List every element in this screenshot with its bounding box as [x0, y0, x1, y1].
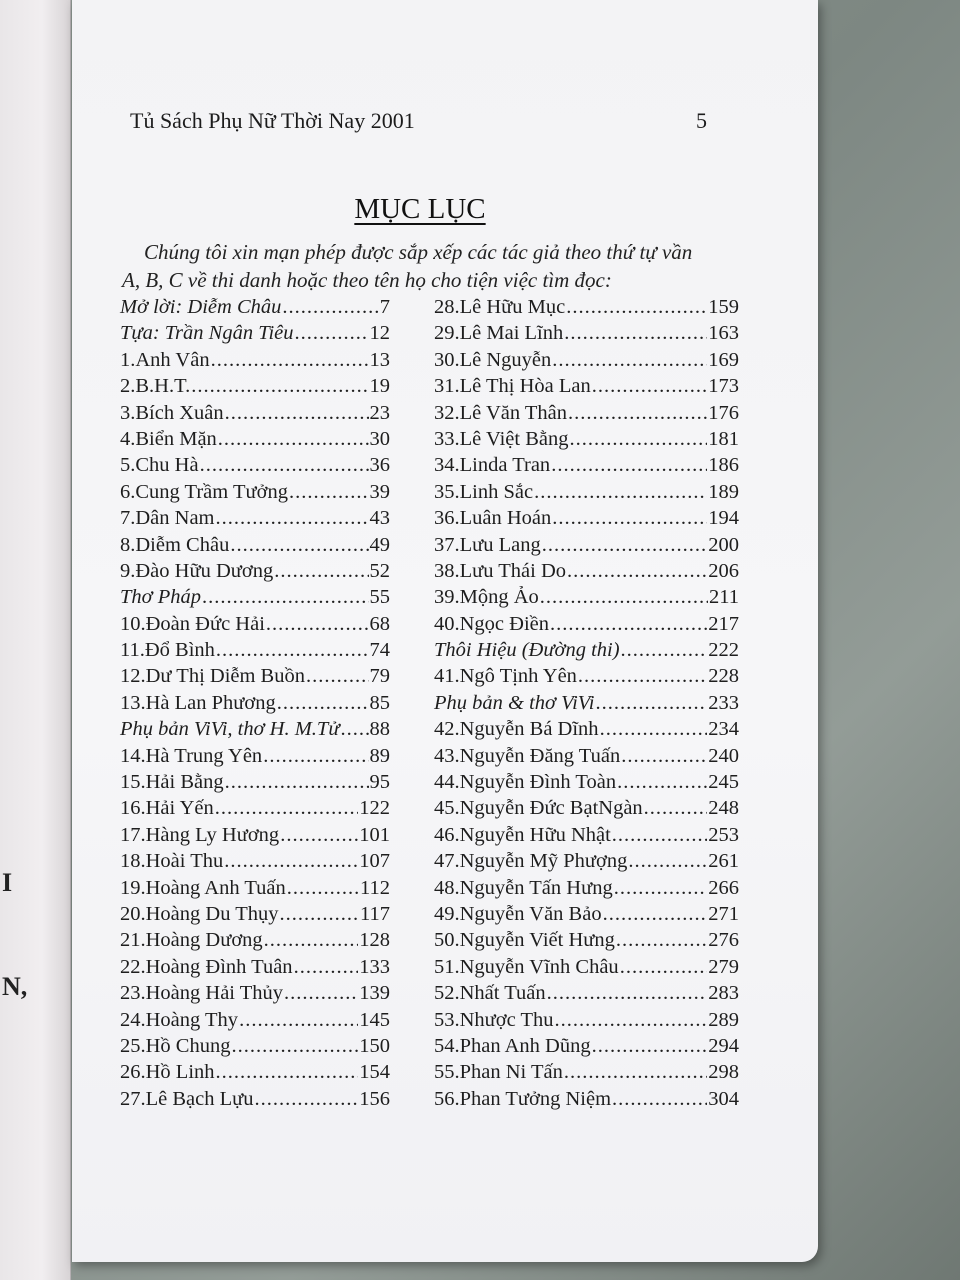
dot-leader	[621, 639, 708, 662]
intro-line-1: Chúng tôi xin mạn phép được sắp xếp các tác giả theo thứ tự vần	[144, 240, 693, 264]
toc-entry	[434, 1009, 739, 1035]
toc-entry	[434, 586, 739, 612]
dot-leader	[280, 824, 358, 847]
dot-leader	[266, 613, 369, 636]
toc-entry-title: 17.Hàng Ly Hương	[120, 823, 280, 846]
toc-entry-title: 34.Linda Tran	[434, 454, 551, 477]
toc-entry-title: 16.Hải Yến	[120, 797, 214, 820]
toc-entry	[434, 1088, 739, 1114]
dot-leader	[341, 718, 369, 741]
running-head: Tủ Sách Phụ Nữ Thời Nay 2001	[130, 108, 415, 133]
toc-entry-page: 194	[708, 507, 739, 530]
toc-entry-title: 32.Lê Văn Thân	[434, 401, 568, 424]
dot-leader	[289, 481, 369, 504]
toc-entry-page: 145	[359, 1008, 390, 1031]
toc-entry-page: 234	[708, 718, 739, 741]
page-number: 5	[696, 108, 707, 133]
toc-entry-title: 24.Hoàng Thy	[120, 1008, 239, 1031]
toc-entry	[434, 877, 739, 903]
toc-entry-page: 150	[359, 1034, 390, 1057]
toc-entry	[434, 929, 739, 955]
left-page-fragment: N,	[2, 972, 28, 1001]
toc-entry-page: 159	[708, 296, 739, 318]
toc-entry-title: 54.Phan Anh Dũng	[434, 1034, 591, 1057]
toc-entry-title: 11.Đổ Bình	[120, 639, 215, 662]
toc-entry	[434, 613, 739, 639]
toc-entry	[120, 745, 390, 771]
toc-entry	[120, 877, 390, 903]
toc-entry-title: 21.Hoàng Dương	[120, 929, 263, 952]
dot-leader	[230, 534, 368, 557]
dot-leader	[255, 1088, 359, 1111]
toc-entry	[434, 850, 739, 876]
toc-entry-page: 206	[708, 559, 739, 582]
toc-entry-title: 20.Hoàng Du Thụy	[120, 902, 279, 925]
toc-entry-page: 43	[369, 507, 390, 530]
toc-entry-title: 50.Nguyễn Viết Hưng	[434, 929, 615, 952]
toc-entry	[120, 481, 390, 507]
toc-entry-title: 36.Luân Hoán	[434, 507, 552, 530]
dot-leader	[596, 692, 708, 715]
toc-entry	[120, 296, 390, 322]
left-page-fragment: I	[2, 868, 13, 897]
toc-entry-page: 55	[369, 586, 390, 609]
toc-entry-page: 89	[369, 744, 390, 767]
dot-leader	[202, 586, 369, 609]
dot-leader	[547, 982, 708, 1005]
toc-entry-page: 304	[708, 1087, 739, 1110]
toc-entry	[120, 1035, 390, 1061]
toc-entry	[120, 692, 390, 718]
toc-entry-title: 22.Hoàng Đình Tuân	[120, 955, 293, 978]
toc-entry-title: 1.Anh Vân	[120, 348, 210, 371]
dot-leader	[568, 402, 707, 425]
toc-entry	[434, 402, 739, 428]
toc-entry-page: 101	[359, 823, 390, 846]
dot-leader	[600, 718, 708, 741]
toc-entry-page: 117	[360, 902, 390, 925]
dot-leader	[216, 639, 369, 662]
toc-entry-page: 154	[359, 1061, 390, 1084]
toc-entry	[434, 375, 739, 401]
toc-entry-title: Thôi Hiệu (Đường thi)	[434, 639, 620, 662]
dot-leader	[239, 1009, 358, 1032]
toc-entry	[120, 613, 390, 639]
toc-entry-page: 163	[708, 322, 739, 345]
toc-entry	[120, 850, 390, 876]
dot-leader	[578, 665, 707, 688]
dot-leader	[617, 771, 707, 794]
toc-entry-page: 156	[359, 1087, 390, 1110]
toc-entry-page: 217	[708, 612, 739, 635]
toc-entry-page: 266	[708, 876, 739, 899]
toc-entry-page: 128	[359, 929, 390, 952]
dot-leader	[612, 1088, 707, 1111]
toc-entry-title: 13.Hà Lan Phương	[120, 691, 276, 714]
dot-leader	[592, 1035, 708, 1058]
dot-leader	[225, 771, 369, 794]
toc-entry-page: 169	[708, 348, 739, 371]
toc-entry	[120, 1088, 390, 1114]
toc-entry	[120, 428, 390, 454]
dot-leader	[566, 296, 707, 319]
toc-entry-page: 283	[708, 982, 739, 1005]
toc-entry	[434, 560, 739, 586]
toc-entry-title: 27.Lê Bạch Lựu	[120, 1087, 254, 1110]
toc-entry-title: 9.Đào Hữu Dương	[120, 559, 274, 582]
dot-leader	[216, 507, 369, 530]
toc-entry-title: 52.Nhất Tuấn	[434, 982, 546, 1005]
toc-entry	[120, 454, 390, 480]
toc-entry-title: 29.Lê Mai Lĩnh	[434, 322, 564, 345]
toc-entry	[434, 1061, 739, 1087]
toc-entry-page: 233	[708, 691, 739, 714]
toc-entry-title: 46.Nguyễn Hữu Nhật	[434, 823, 611, 846]
dot-leader	[564, 322, 707, 345]
dot-leader	[264, 929, 359, 952]
toc-entry-title: 45.Nguyễn Đức BạtNgàn	[434, 797, 643, 820]
adjacent-left-page	[0, 0, 71, 1280]
toc-entry-title: 37.Lưu Lang	[434, 533, 541, 556]
toc-entry	[434, 507, 739, 533]
dot-leader	[284, 982, 358, 1005]
dot-leader	[224, 850, 358, 873]
toc-entry	[434, 296, 739, 322]
toc-entry-page: 112	[360, 876, 390, 899]
toc-entry-title: 40.Ngọc Điền	[434, 612, 550, 635]
dot-leader	[540, 586, 708, 609]
toc-entry-title: 43.Nguyễn Đăng Tuấn	[434, 744, 621, 767]
toc-entry-title: 48.Nguyễn Tấn Hưng	[434, 876, 613, 899]
toc-entry-title: 53.Nhược Thu	[434, 1008, 554, 1031]
toc-entry-page: 79	[369, 665, 390, 688]
dot-leader	[644, 797, 708, 820]
toc-entry	[120, 797, 390, 823]
toc-entry-title: 55.Phan Ni Tấn	[434, 1061, 563, 1084]
dot-leader	[294, 956, 359, 979]
dot-leader	[225, 402, 369, 425]
toc-intro	[122, 238, 722, 294]
toc-entry-title: 7.Dân Nam	[120, 507, 215, 530]
toc-entry-page: 133	[359, 955, 390, 978]
toc-entry	[120, 903, 390, 929]
toc-entry-title: 41.Ngô Tịnh Yên	[434, 665, 577, 688]
dot-leader	[287, 877, 359, 900]
toc-entry-page: 261	[708, 850, 739, 873]
toc-entry-title: 28.Lê Hữu Mục	[434, 296, 566, 318]
dot-leader	[567, 560, 707, 583]
toc-entry-page: 52	[369, 559, 390, 582]
toc-entry-page: 30	[369, 427, 390, 450]
toc-entry	[434, 665, 739, 691]
toc-entry-title: Thơ Pháp	[120, 586, 201, 609]
toc-entry-title: 51.Nguyễn Vĩnh Châu	[434, 955, 619, 978]
toc-entry-page: 222	[708, 639, 739, 662]
toc-entry-page: 189	[708, 480, 739, 503]
toc-entry-page: 7	[379, 296, 390, 318]
toc-entry-title: 6.Cung Trầm Tưởng	[120, 480, 288, 503]
toc-entry-page: 294	[708, 1034, 739, 1057]
toc-entry-title: 49.Nguyễn Văn Bảo	[434, 902, 602, 925]
toc-column-left	[120, 296, 390, 1114]
toc-entry	[120, 718, 390, 744]
dot-leader	[542, 534, 707, 557]
toc-title: MỤC LỤC	[354, 193, 486, 225]
toc-entry-page: 276	[708, 929, 739, 952]
toc-entry-page: 173	[708, 375, 739, 398]
dot-leader	[274, 560, 368, 583]
dot-leader	[620, 956, 708, 979]
toc-entry-page: 271	[708, 902, 739, 925]
toc-entry	[120, 534, 390, 560]
toc-entry-page: 107	[359, 850, 390, 873]
dot-leader	[191, 375, 368, 398]
dot-leader	[218, 428, 369, 451]
toc-entry-page: 211	[709, 586, 739, 609]
dot-leader	[592, 375, 708, 398]
dot-leader	[282, 296, 378, 319]
toc-entry-page: 139	[359, 982, 390, 1005]
toc-entry-page: 245	[708, 771, 739, 794]
dot-leader	[551, 454, 707, 477]
dot-leader	[621, 745, 707, 768]
toc-entry-title: 18.Hoài Thu	[120, 850, 224, 873]
toc-entry	[120, 824, 390, 850]
toc-entry	[434, 349, 739, 375]
toc-entry-title: 12.Dư Thị Diễm Buồn	[120, 665, 305, 688]
dot-leader	[555, 1009, 708, 1032]
dot-leader	[280, 903, 360, 926]
toc-entry-page: 85	[369, 691, 390, 714]
toc-entry	[434, 639, 739, 665]
toc-entry	[120, 639, 390, 665]
toc-entry-title: 35.Linh Sắc	[434, 480, 534, 503]
toc-entry-page: 19	[369, 375, 390, 398]
toc-entry	[434, 956, 739, 982]
toc-entry-title: 8.Diễm Châu	[120, 533, 230, 556]
toc-entry	[120, 349, 390, 375]
toc-entry-page: 88	[369, 718, 390, 741]
toc-entry	[120, 956, 390, 982]
toc-entry-page: 200	[708, 533, 739, 556]
toc-entry-title: 10.Đoàn Đức Hải	[120, 612, 265, 635]
toc-entry-page: 186	[708, 454, 739, 477]
toc-entry	[120, 1061, 390, 1087]
toc-column-right	[434, 296, 739, 1114]
toc-entry-title: 14.Hà Trung Yên	[120, 744, 263, 767]
dot-leader	[564, 1061, 707, 1084]
toc-entry-title: 42.Nguyễn Bá Dĩnh	[434, 718, 599, 741]
dot-leader	[552, 349, 707, 372]
toc-entry	[120, 375, 390, 401]
toc-entry-page: 298	[708, 1061, 739, 1084]
toc-entry-page: 39	[369, 480, 390, 503]
toc-entry	[434, 1035, 739, 1061]
toc-entry-title: 33.Lê Việt Bằng	[434, 427, 569, 450]
toc-entry	[120, 1009, 390, 1035]
dot-leader	[231, 1035, 358, 1058]
toc-entry	[434, 797, 739, 823]
toc-entry-title: 31.Lê Thị Hòa Lan	[434, 375, 591, 398]
toc-entry-page: 248	[708, 797, 739, 820]
toc-entry-title: 15.Hải Bằng	[120, 771, 224, 794]
dot-leader	[552, 507, 707, 530]
toc-entry-page: 74	[369, 639, 390, 662]
toc-entry	[434, 903, 739, 929]
toc-entry-page: 253	[708, 823, 739, 846]
toc-entry	[120, 982, 390, 1008]
book-page	[72, 0, 818, 1262]
toc-entry-page: 13	[369, 348, 390, 371]
dot-leader	[534, 481, 707, 504]
toc-entry-title: 25.Hồ Chung	[120, 1034, 231, 1057]
dot-leader	[569, 428, 707, 451]
dot-leader	[614, 877, 708, 900]
toc-entry	[120, 929, 390, 955]
dot-leader	[550, 613, 707, 636]
dot-leader	[215, 797, 359, 820]
toc-entry	[434, 481, 739, 507]
toc-entry-page: 68	[369, 612, 390, 635]
toc-entry-title: Phụ bản ViVi, thơ H. M.Tử	[120, 718, 340, 741]
dot-leader	[295, 322, 369, 345]
dot-leader	[603, 903, 708, 926]
dot-leader	[306, 665, 369, 688]
toc-entry-title: 4.Biển Mặn	[120, 427, 217, 450]
toc-entry-page: 176	[708, 401, 739, 424]
toc-entry	[120, 507, 390, 533]
toc-entry	[434, 745, 739, 771]
dot-leader	[612, 824, 707, 847]
toc-entry-title: 5.Chu Hà	[120, 454, 199, 477]
toc-entry	[434, 534, 739, 560]
toc-entry	[434, 322, 739, 348]
toc-entry-title: 30.Lê Nguyễn	[434, 348, 552, 371]
toc-entry-title: 38.Lưu Thái Do	[434, 559, 567, 582]
toc-entry	[434, 428, 739, 454]
dot-leader	[628, 850, 707, 873]
toc-entry-title: 56.Phan Tưởng Niệm	[434, 1087, 612, 1110]
toc-entry	[434, 692, 739, 718]
toc-entry-title: 3.Bích Xuân	[120, 401, 224, 424]
toc-entry-page: 12	[369, 322, 390, 345]
dot-leader	[277, 692, 369, 715]
toc-entry	[434, 718, 739, 744]
dot-leader	[216, 1061, 359, 1084]
toc-entry-title: Mở lời: Diễm Châu	[120, 296, 282, 318]
toc-entry	[120, 665, 390, 691]
toc-entry-title: 19.Hoàng Anh Tuấn	[120, 876, 286, 899]
intro-line-2: A, B, C về thi danh hoặc theo tên họ cho tiện việc tìm đọc:	[122, 268, 612, 292]
toc-entry	[120, 560, 390, 586]
dot-leader	[263, 745, 368, 768]
toc-entry	[434, 771, 739, 797]
toc-entry	[120, 771, 390, 797]
toc-entry	[434, 454, 739, 480]
toc-entry-title: 2.B.H.T.	[120, 375, 191, 398]
toc-entry-page: 228	[708, 665, 739, 688]
toc-entry-page: 23	[369, 401, 390, 424]
toc-entry-page: 240	[708, 744, 739, 767]
toc-entry-page: 36	[369, 454, 390, 477]
toc-entry-page: 279	[708, 955, 739, 978]
toc-entry	[120, 322, 390, 348]
toc-entry-title: Phụ bản & thơ ViVi	[434, 691, 595, 714]
toc-entry-title: 47.Nguyễn Mỹ Phượng	[434, 850, 628, 873]
toc-entry-page: 49	[369, 533, 390, 556]
toc-entry-title: 23.Hoàng Hải Thủy	[120, 982, 284, 1005]
toc-entry	[120, 402, 390, 428]
toc-entry-title: 44.Nguyễn Đình Toàn	[434, 771, 617, 794]
toc-entry-page: 181	[708, 427, 739, 450]
toc-entry	[120, 586, 390, 612]
toc-entry	[434, 982, 739, 1008]
toc-entry-page: 122	[359, 797, 390, 820]
toc-entry-page: 289	[708, 1008, 739, 1031]
toc-entry-title: 39.Mộng Ảo	[434, 586, 539, 609]
toc-entry-title: 26.Hồ Linh	[120, 1061, 215, 1084]
toc-entry-page: 95	[369, 771, 390, 794]
toc-entry-title: Tựa: Trần Ngân Tiêu	[120, 322, 294, 345]
dot-leader	[211, 349, 369, 372]
toc-entry	[434, 824, 739, 850]
dot-leader	[616, 929, 707, 952]
dot-leader	[200, 454, 369, 477]
